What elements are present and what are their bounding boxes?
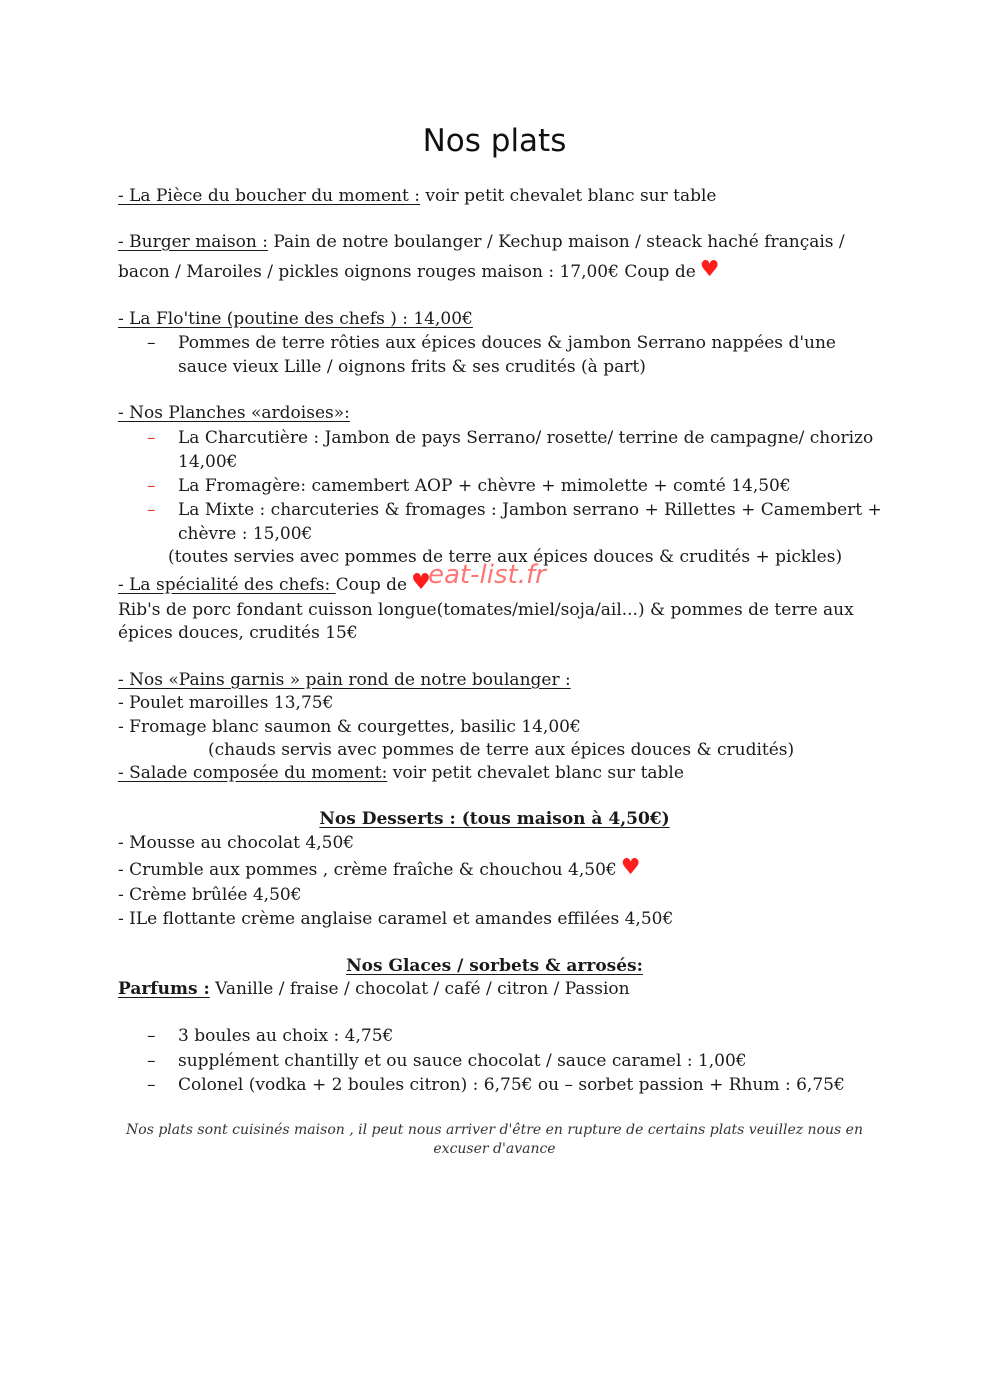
planche-fromagere-line-1: La Fromagère: camembert AOP + chèvre + mimolette + comté 14,50€ (178, 476, 791, 496)
bullet-dash: – (147, 500, 156, 520)
specialite-label: - La spécialité des chefs: (118, 575, 336, 595)
piece-du-boucher-line (118, 184, 717, 208)
salade-label: - Salade composée du moment: (118, 763, 388, 783)
specialite-text: Coup de (335, 575, 408, 595)
bullet-dash: – (147, 428, 156, 448)
footer-note-line-1: Nos plats sont cuisinés maison , il peut nous arriver d'être en rupture de certains plats veuillez nous en (126, 1122, 863, 1138)
parfums-line (118, 977, 630, 1001)
page-title: Nos plats (422, 123, 567, 159)
salade-text: voir petit chevalet blanc sur table (387, 763, 684, 783)
bullet-dash: – (147, 1026, 156, 1046)
planches-label: - Nos Planches «ardoises»: (118, 403, 350, 423)
glace-item: supplément chantilly et ou sauce chocolat / sauce caramel : 1,00€ (178, 1051, 747, 1071)
pain-item: - Poulet maroilles 13,75€ (118, 693, 334, 713)
specialite-desc-2: épices douces, crudités 15€ (118, 623, 358, 643)
specialite-desc-1: Rib's de porc fondant cuisson longue(tomates/miel/soja/ail...) & pommes de terre aux (118, 600, 854, 620)
watermark-logo: eat-list.fr (428, 560, 546, 590)
bullet-dash: – (147, 476, 156, 496)
bullet-dash: – (147, 1075, 156, 1095)
heart-icon: ♥ (699, 257, 720, 282)
dessert-item: - Mousse au chocolat 4,50€ (118, 833, 355, 853)
footer-note-line-2: excuser d'avance (433, 1141, 556, 1157)
pain-item: - Fromage blanc saumon & courgettes, basilic 14,00€ (118, 717, 581, 737)
piece-du-boucher-label: - La Pièce du boucher du moment : (118, 186, 420, 206)
pains-note: (chauds servis avec pommes de terre aux épices douces & crudités) (208, 740, 795, 760)
dessert-item-line (118, 855, 641, 882)
bullet-dash: – (147, 1051, 156, 1071)
dessert-item: - Crumble aux pommes , crème fraîche & chouchou 4,50€ (118, 860, 617, 880)
dessert-item: - Crème brûlée 4,50€ (118, 885, 302, 905)
planches-note: (toutes servies avec pommes de terre aux épices douces & crudités + pickles) (168, 547, 843, 567)
burger-line-2 (118, 257, 720, 284)
dessert-item: - ILe flottante crème anglaise caramel et amandes effilées 4,50€ (118, 909, 674, 929)
bullet-dash: – (147, 333, 156, 353)
glaces-heading: Nos Glaces / sorbets & arrosés: (346, 956, 643, 976)
planche-charcutiere-line-1: La Charcutière : Jambon de pays Serrano/ rosette/ terrine de campagne/ chorizo (178, 428, 874, 448)
burger-text-1: Pain de notre boulanger / Kechup maison / steack haché français / (267, 232, 845, 252)
salade-line (118, 761, 684, 785)
glace-item: Colonel (vodka + 2 boules citron) : 6,75€ ou – sorbet passion + Rhum : 6,75€ (178, 1075, 845, 1095)
heart-icon: ♥ (620, 855, 641, 880)
flotine-desc-2: sauce vieux Lille / oignons frits & ses crudités (à part) (178, 357, 646, 377)
parfums-label: Parfums : (118, 979, 210, 999)
pains-label: - Nos «Pains garnis » pain rond de notre boulanger : (118, 670, 571, 690)
heart-icon: ♥ (411, 570, 431, 595)
planche-mixte-line-1: La Mixte : charcuteries & fromages : Jambon serrano + Rillettes + Camembert + (178, 500, 882, 520)
burger-label: - Burger maison : (118, 232, 268, 252)
flotine-desc-1: Pommes de terre rôties aux épices douces & jambon Serrano nappées d'une (178, 333, 836, 353)
specialite-line (118, 570, 431, 597)
piece-du-boucher-text: voir petit chevalet blanc sur table (419, 186, 717, 206)
planche-mixte-line-2: chèvre : 15,00€ (178, 524, 313, 544)
planche-charcutiere-line-2: 14,00€ (178, 452, 238, 472)
burger-text-2: bacon / Maroiles / pickles oignons rouges maison : 17,00€ Coup de (118, 262, 696, 282)
flotine-label: - La Flo'tine (poutine des chefs ) : 14,00€ (118, 309, 473, 329)
desserts-heading: Nos Desserts : (tous maison à 4,50€) (319, 809, 670, 829)
glace-item: 3 boules au choix : 4,75€ (178, 1026, 394, 1046)
parfums-text: Vanille / fraise / chocolat / café / citron / Passion (209, 979, 630, 999)
burger-line-1 (118, 230, 845, 254)
